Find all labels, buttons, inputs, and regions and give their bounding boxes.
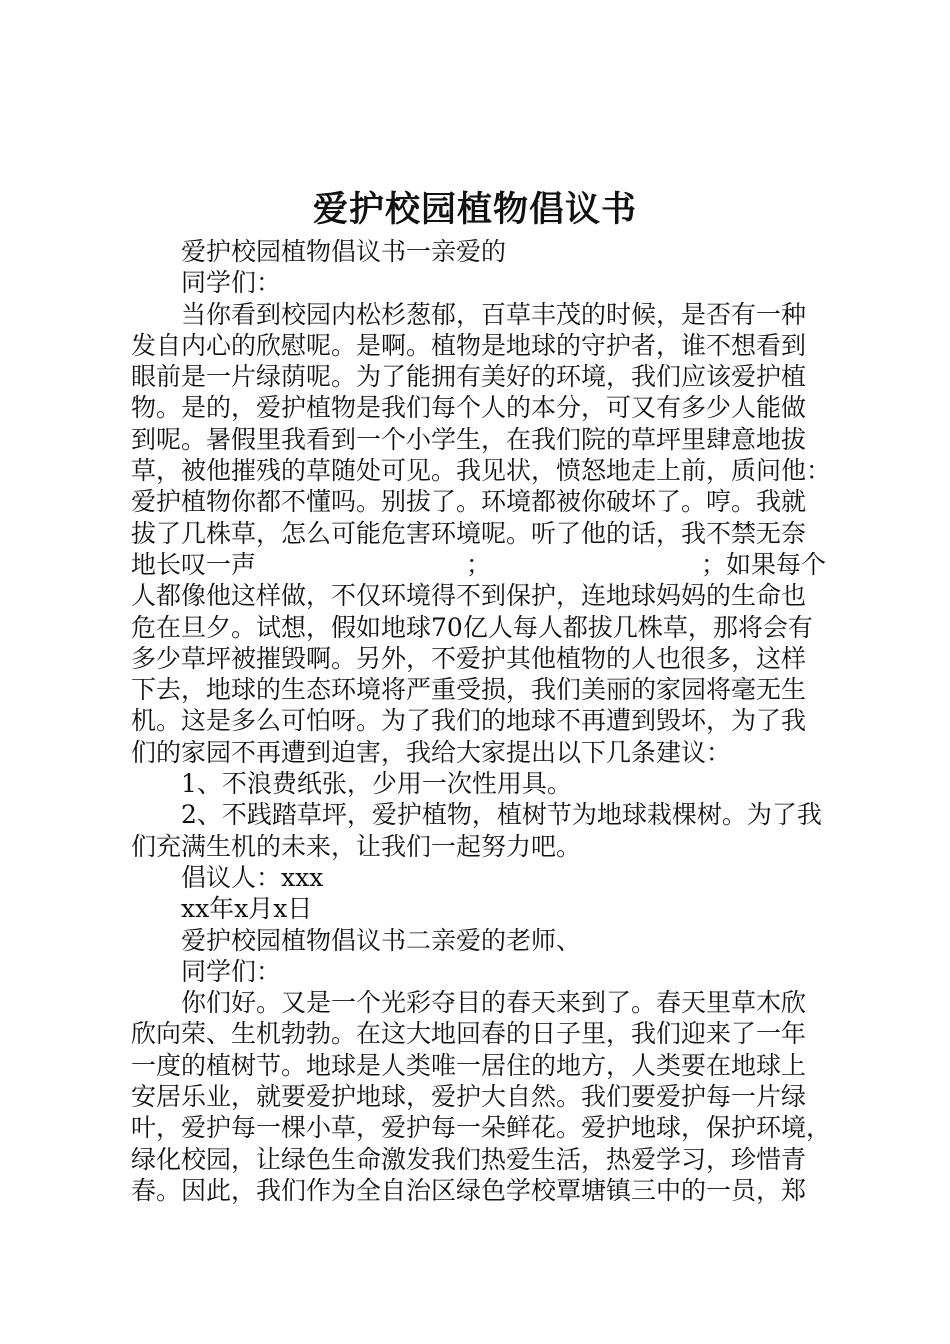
body-line: 们的家园不再遭到迫害，我给大家提出以下几条建议：	[131, 737, 732, 767]
body-line: 当你看到校园内松杉葱郁，百草丰茂的时候，是否有一种	[181, 299, 807, 329]
body-line: 一度的植树节。地球是人类唯一居住的地方，人类要在地球上	[131, 1050, 807, 1080]
body-line: 叶，爱护每一棵小草，爱护每一朵鲜花。爱护地球，保护环境，	[131, 1113, 831, 1143]
body-line: 机。这是多么可怕呀。为了我们的地球不再遭到毁坏，为了我	[131, 706, 807, 736]
body-line: 物。是的，爱护植物是我们每个人的本分，可又有多少人能做	[131, 393, 807, 423]
signature-line: 倡议人：xxx	[181, 862, 324, 892]
body-line: 眼前是一片绿荫呢。为了能拥有美好的环境，我们应该爱护植	[131, 362, 807, 392]
body-line: 爱护植物你都不懂吗。别拔了。环境都被你破坏了。哼。我就	[131, 487, 807, 517]
body-line: 人都像他这样做，不仅环境得不到保护，连地球妈妈的生命也	[131, 581, 807, 611]
date-line: xx年x月x日	[181, 894, 313, 924]
section-heading: 爱护校园植物倡议书二亲爱的老师、	[181, 925, 582, 955]
body-line: 草，被他摧残的草随处可见。我见状，愤怒地走上前，质问他：	[131, 456, 831, 486]
body-line-part: 地长叹一声	[131, 549, 257, 579]
body-line: 绿化校园，让绿色生命激发我们热爱生活，热爱学习，珍惜青	[131, 1144, 807, 1174]
body-line: 下去，地球的生态环境将严重受损，我们美丽的家园将毫无生	[131, 675, 807, 705]
section-heading: 爱护校园植物倡议书一亲爱的	[181, 237, 507, 266]
suggestion-item: 2、不践踏草坪，爱护植物，植树节为地球栽棵树。为了我	[181, 800, 822, 830]
body-line: 安居乐业，就要爱护地球，爱护大自然。我们要爱护每一片绿	[131, 1082, 807, 1112]
suggestion-item: 1、不浪费纸张，少用一次性用具。	[181, 769, 572, 799]
body-line: 多少草坪被摧毁啊。另外，不爱护其他植物的人也很多，这样	[131, 643, 807, 673]
body-line: 你们好。又是一个光彩夺目的春天来到了。春天里草木欣	[181, 988, 807, 1018]
salutation: 同学们：	[181, 268, 282, 298]
body-line: 到呢。暑假里我看到一个小学生，在我们院的草坪里肆意地拔	[131, 424, 807, 454]
body-line: 发自内心的欣慰呢。是啊。植物是地球的守护者，谁不想看到	[131, 330, 807, 360]
body-line: 们充满生机的未来，让我们一起努力吧。	[131, 831, 582, 861]
body-line: 危在旦夕。试想，假如地球70亿人每人都拔几株草，那将会有	[131, 612, 813, 642]
body-line: 拔了几株草，怎么可能危害环境呢。听了他的话，我不禁无奈	[131, 518, 807, 548]
body-line	[131, 549, 831, 580]
body-line-part: ；如果每个	[701, 549, 827, 579]
body-line: 春。因此，我们作为全自治区绿色学校覃塘镇三中的一员，郑	[131, 1175, 807, 1205]
body-line: 欣向荣、生机勃勃。在这大地回春的日子里，我们迎来了一年	[131, 1019, 807, 1049]
document-body	[131, 236, 831, 1206]
body-line-part: ；	[466, 549, 492, 579]
salutation: 同学们：	[181, 956, 282, 986]
document-title: 爱护校园植物倡议书	[312, 189, 637, 230]
